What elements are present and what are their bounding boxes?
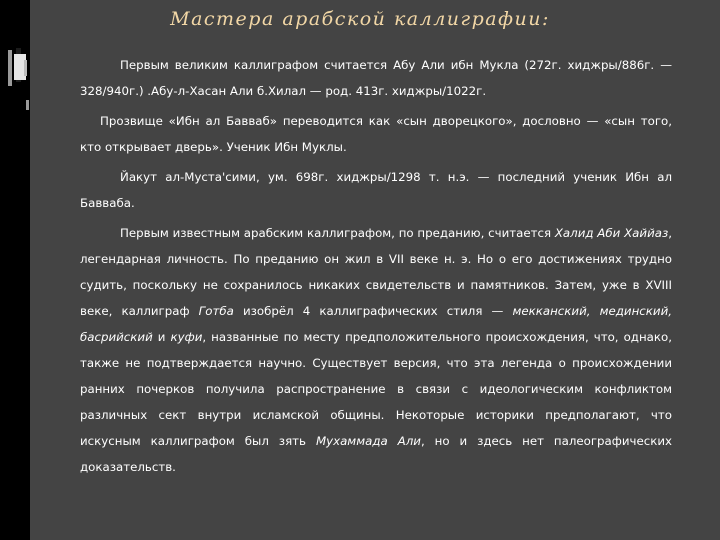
decorative-bar <box>8 50 12 86</box>
paragraph-3: Йакут ал-Муста'сими, ум. 698г. хиджры/1298 т. н.э. — последний ученик Ибн ал Бавваба. <box>80 170 672 210</box>
paragraph-4-text: , названные по месту предположительного происхождения, что, однако, также не подтверждается научно. Существует версия, что эта легенда о происхождении ранних почерков получила распространение в связи с идеологическим конфликтом различных сект внутри исламской общины. Некоторые историки предполагают, что искусным каллиграфом был зять <box>80 330 672 448</box>
decorative-bar <box>24 60 27 76</box>
paragraph-4-text: и <box>152 330 171 344</box>
paragraph-2: Прозвище «Ибн ал Бавваб» переводится как «сын дворецкого», дословно — «сын того, кто открывает дверь». Ученик Ибн Муклы. <box>80 114 672 154</box>
paragraph-1: Первым великим каллиграфом считается Абу Али ибн Мукла (272г. хиджры/886г. — 328/940г.) .Абу-л-Хасан Али б.Хилал — род. 413г. хиджры/1022г. <box>80 58 672 98</box>
person-name: Мухаммада Али <box>315 434 421 448</box>
paragraph-4-text: , но и здесь нет палеографических доказательств. <box>80 434 673 474</box>
calligrapher-name: Халид Аби Хаййаз <box>554 226 669 240</box>
paragraph-4-text: , легендарная личность. По преданию он жил в VII веке н. э. Но о его достижениях трудно судить, поскольку не сохранилось никаких свидетельств и памятников. Затем, уже в XVIII веке, каллиграф <box>80 226 672 318</box>
decorative-bar <box>26 100 29 110</box>
paragraph-4-text: изобрёл 4 каллиграфических стиля — <box>233 304 513 318</box>
paragraph-4 <box>80 220 672 480</box>
style-name: куфи <box>170 330 203 344</box>
slide-body <box>80 52 672 480</box>
paragraph-4-text: Первым известным арабским каллиграфом, по преданию, считается <box>120 226 555 240</box>
slide-title: Мастера арабской каллиграфии: <box>170 8 550 30</box>
calligrapher-name: Готба <box>198 304 234 318</box>
style-names: мекканский, мединский, басрийский <box>80 304 672 344</box>
